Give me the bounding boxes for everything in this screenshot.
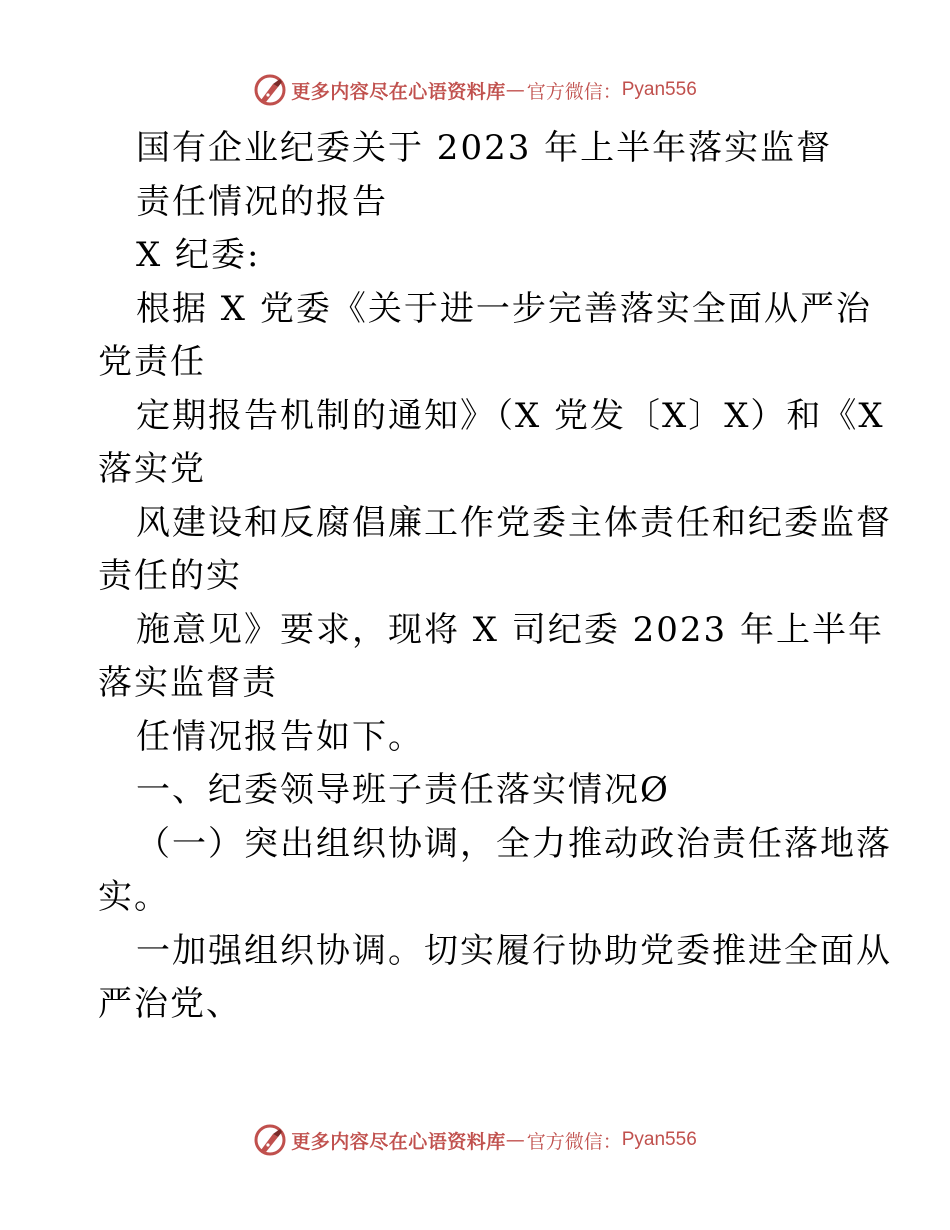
banner-wechat-account: Pyan556 — [621, 79, 697, 100]
banner-separator: — — [505, 1129, 525, 1151]
header-banner — [0, 70, 950, 110]
banner-wechat-account: Pyan556 — [621, 1129, 697, 1150]
section-heading: 一、纪委领导班子责任落实情况Ø — [136, 770, 670, 810]
pen-nib-logo-icon — [253, 1123, 287, 1157]
document-text-line: 实。 — [98, 877, 170, 917]
document-text-line: 任情况报告如下。 — [136, 716, 424, 757]
banner-wechat-label: 官方微信： — [526, 80, 622, 103]
document-title-line-2: 责任情况的报告 — [136, 181, 388, 222]
document-salutation: X 纪委: — [136, 235, 261, 275]
document-title-line-1: 国有企业纪委关于 2023 年上半年落实监督 — [136, 128, 833, 168]
document-text-line: 落实党 — [98, 449, 206, 489]
document-text-line: 党责任 — [98, 342, 206, 382]
banner-slogan: 更多内容尽在心语资料库 — [291, 1130, 506, 1153]
subsection-heading: （一）突出组织协调，全力推动政治责任落地落 — [136, 823, 892, 864]
document-text-line: 定期报告机制的通知》（X 党发〔X〕X）和《X — [136, 395, 885, 436]
document-text-line: 施意见》要求，现将 X 司纪委 2023 年上半年 — [136, 609, 884, 650]
document-text-line: 落实监督责 — [98, 663, 278, 703]
document-text-line: 严治党、 — [98, 984, 242, 1024]
banner-separator: — — [505, 79, 525, 101]
document-text-line: 一加强组织协调。切实履行协助党委推进全面从 — [136, 930, 892, 971]
banner-slogan: 更多内容尽在心语资料库 — [291, 80, 506, 103]
footer-banner — [0, 1120, 950, 1160]
document-text-line: 根据 X 党委《关于进一步完善落实全面从严治 — [136, 288, 872, 329]
document-body — [98, 122, 892, 1032]
banner-wechat-label: 官方微信： — [526, 1130, 622, 1153]
pen-nib-logo-icon — [253, 73, 287, 107]
document-text-line: 责任的实 — [98, 556, 242, 596]
document-text-line: 风建设和反腐倡廉工作党委主体责任和纪委监督 — [136, 502, 892, 543]
